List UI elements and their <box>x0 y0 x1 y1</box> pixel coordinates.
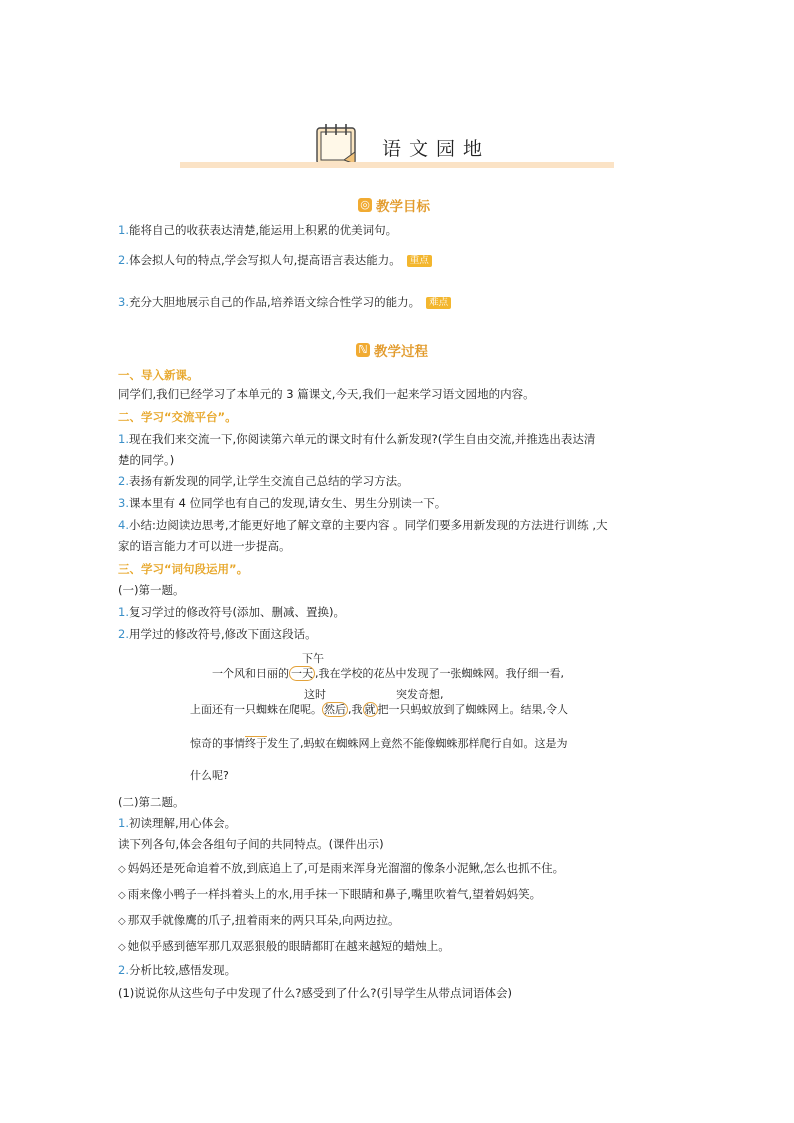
sentence-text: 雨来像小鸭子一样抖着头上的水,用手抹一下眼睛和鼻子,嘴里吹着气,望着妈妈笑。 <box>127 887 542 901</box>
section-2-item-1-cont: 楚的同学。) <box>118 453 175 467</box>
diamond-bullet-icon: ◇ <box>118 890 126 901</box>
section-3-title: 三、学习“词句段运用”。 <box>118 562 249 576</box>
excerpt-line-4: 什么呢? <box>190 769 229 782</box>
objective-2 <box>118 252 432 268</box>
insert-mark-then: 这时 <box>304 688 326 701</box>
key-point-badge: 重点 <box>407 255 432 267</box>
sentence-1 <box>118 860 564 878</box>
item-number: 3. <box>118 496 129 510</box>
objective-number: 3. <box>118 295 129 309</box>
item-number: 1. <box>118 432 129 446</box>
item-number: 2. <box>118 963 129 977</box>
item-text: 分析比较,感悟发现。 <box>128 963 237 977</box>
question-1-title: (一)第一题。 <box>118 583 185 597</box>
item-text: 现在我们来交流一下,你阅读第六单元的课文时有什么新发现?(学生自由交流,并推选出表达清 <box>128 432 596 446</box>
section-1-title: 一、导入新课。 <box>118 368 199 382</box>
insert-mark-afternoon: 下午 <box>302 652 324 665</box>
diamond-bullet-icon: ◇ <box>118 916 126 927</box>
question-2-step-1 <box>118 815 236 831</box>
process-icon: ℕ <box>356 343 370 357</box>
objective-text: 能将自己的收获表达清楚,能运用上积累的优美词句。 <box>128 223 398 237</box>
excerpt-text: ,我 <box>348 703 363 716</box>
sentence-3 <box>118 912 400 930</box>
diamond-bullet-icon: ◇ <box>118 942 126 953</box>
process-heading-text: 教学过程 <box>374 344 428 360</box>
question-2-sub-1: (1)说说你从这些句子中发现了什么?感受到了什么?(引导学生从带点词语体会) <box>118 986 512 1000</box>
excerpt-text: 把一只蚂蚁放到了蜘蛛网上。结果,令人 <box>377 703 568 716</box>
replaced-word: 然后 <box>324 703 346 716</box>
question-2-intro: 读下列各句,体会各组句子间的共同特点。(课件出示) <box>118 837 384 851</box>
excerpt-line-1 <box>212 666 564 682</box>
section-2-item-4 <box>118 517 607 533</box>
excerpt-line-2 <box>190 702 568 718</box>
excerpt-text: 一个风和日丽的 <box>212 667 289 680</box>
objective-3 <box>118 294 451 310</box>
objectives-heading-text: 教学目标 <box>376 199 430 215</box>
title-underline <box>180 162 614 168</box>
process-heading <box>356 340 428 360</box>
question-2-title: (二)第二题。 <box>118 795 185 809</box>
item-text: 小结:边阅读边思考,才能更好地了解文章的主要内容 。同学们要多用新发现的方法进行训练 ,大 <box>128 518 608 532</box>
section-2-item-3 <box>118 495 446 511</box>
diamond-bullet-icon: ◇ <box>118 864 126 875</box>
item-number: 2. <box>118 627 129 641</box>
replaced-word: 一天 <box>291 667 313 680</box>
sentence-2 <box>118 886 541 904</box>
question-1-item-2 <box>118 626 317 642</box>
deleted-word: 就 <box>364 703 376 716</box>
excerpt-text: ,我在学校的花丛中发现了一张蜘蛛网。我仔细一看, <box>315 667 564 680</box>
excerpt-text: 发生了,蚂蚁在蜘蛛网上竟然不能像蜘蛛那样爬行自如。这是为 <box>267 737 568 750</box>
sentence-text: 那双手就像鹰的爪子,扭着雨来的两只耳朵,向两边拉。 <box>127 913 400 927</box>
item-text: 用学过的修改符号,修改下面这段话。 <box>128 627 317 641</box>
target-icon: ◎ <box>358 198 372 212</box>
sentence-text: 妈妈还是死命追着不放,到底追上了,可是雨来浑身光溜溜的像条小泥鳅,怎么也抓不住。 <box>127 861 565 875</box>
section-2-title: 二、学习“交流平台”。 <box>118 410 237 424</box>
item-text: 表扬有新发现的同学,让学生交流自己总结的学习方法。 <box>128 474 409 488</box>
section-2-item-4-cont: 家的语言能力才可以进一步提高。 <box>118 539 291 553</box>
page-title: 语文园地 <box>382 138 491 160</box>
item-text: 复习学过的修改符号(添加、删减、置换)。 <box>128 605 345 619</box>
objective-1 <box>118 222 397 238</box>
question-2-step-2 <box>118 962 236 978</box>
sentence-text: 她似乎感到德军那几双恶狠般的眼睛都盯在越来越短的蜡烛上。 <box>127 939 450 953</box>
excerpt-text: 惊奇的事情 <box>190 737 245 750</box>
sentence-4 <box>118 938 450 956</box>
title-block <box>180 122 614 170</box>
objective-text: 充分大胆地展示自己的作品,培养语文综合性学习的能力。 <box>128 295 421 309</box>
section-2-item-2 <box>118 473 409 489</box>
section-1-text: 同学们,我们已经学习了本单元的 3 篇课文,今天,我们一起来学习语文园地的内容。 <box>118 387 535 401</box>
insert-mark-idea: 突发奇想, <box>396 688 444 701</box>
item-number: 1. <box>118 816 129 830</box>
excerpt-line-3 <box>190 736 568 752</box>
excerpt-text: 上面还有一只蜘蛛在爬呢。 <box>190 703 322 716</box>
item-number: 2. <box>118 474 129 488</box>
item-text: 初读理解,用心体会。 <box>128 816 237 830</box>
section-2-item-1 <box>118 431 595 447</box>
excerpt-block <box>190 648 610 788</box>
question-1-item-1 <box>118 604 345 620</box>
deleted-word: 终于 <box>245 737 267 750</box>
objective-number: 2. <box>118 253 129 267</box>
difficulty-badge: 难点 <box>426 297 451 309</box>
objectives-heading <box>358 195 430 215</box>
item-number: 1. <box>118 605 129 619</box>
item-text: 课本里有 4 位同学也有自己的发现,请女生、男生分别读一下。 <box>128 496 447 510</box>
item-number: 4. <box>118 518 129 532</box>
objective-number: 1. <box>118 223 129 237</box>
objective-text: 体会拟人句的特点,学会写拟人句,提高语言表达能力。 <box>128 253 401 267</box>
